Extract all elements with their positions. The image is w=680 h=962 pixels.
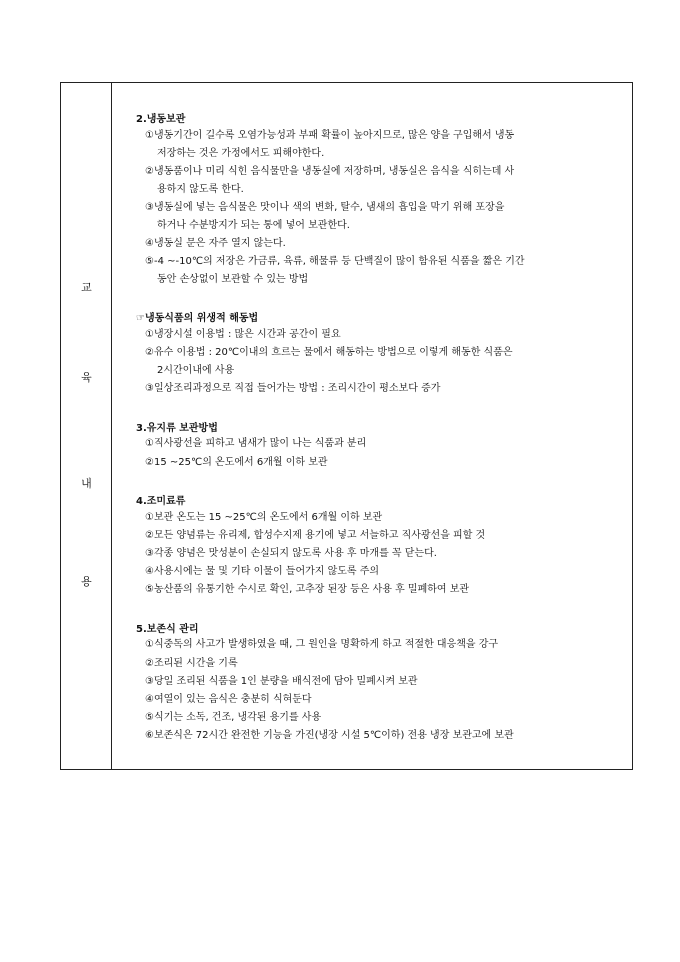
list-item: ④냉동실 문은 자주 열지 않는다. [145, 238, 286, 249]
list-item: ①보관 온도는 15 ~25℃의 온도에서 6개월 이하 보관 [145, 512, 383, 523]
section-heading: 3.유지류 보관방법 [136, 423, 218, 434]
list-item: ②조리된 시간을 기록 [145, 658, 238, 669]
list-item: ③일상조리과정으로 직접 들어가는 방법 : 조리시간이 평소보다 증가 [145, 383, 441, 394]
content-body [113, 83, 632, 769]
side-label-char: 용 [81, 575, 92, 588]
list-item: ①식중독의 사고가 발생하였을 때, 그 원인을 명확하게 하고 적절한 대응책을 강구 [145, 639, 499, 650]
list-item: ⑤농산품의 유통기한 수시로 확인, 고추장 된장 등은 사용 후 밀폐하여 보관 [145, 584, 470, 595]
section-heading: ☞냉동식품의 위생적 해동법 [136, 313, 259, 324]
section-heading: 2.냉동보관 [136, 114, 186, 125]
side-label-column [61, 83, 112, 769]
list-item: ③각종 양념은 맛성분이 손실되지 않도록 사용 후 마개를 꼭 닫는다. [145, 548, 437, 559]
list-item: ①냉장시설 이용법 : 많은 시간과 공간이 필요 [145, 329, 341, 340]
list-item: ②유수 이용법 : 20℃이내의 흐르는 물에서 해동하는 방법으로 이렇게 해동한 식품은 2시간이내에 사용 [145, 347, 513, 376]
list-item: ④사용시에는 물 및 기타 이물이 들어가지 않도록 주의 [145, 566, 380, 577]
list-item: ⑥보존식은 72시간 완전한 기능을 가진(냉장 시설 5℃이하) 전용 냉장 보관고에 보관 [145, 730, 514, 741]
list-item: ②15 ~25℃의 온도에서 6개월 이하 보관 [145, 457, 328, 468]
section-heading: 4.조미료류 [136, 496, 186, 507]
list-item: ①냉동기간이 길수록 오염가능성과 부패 확률이 높아지므로, 많은 양을 구입해서 냉동 저장하는 것은 가정에서도 피해야한다. [145, 130, 515, 159]
list-item: ③냉동실에 넣는 음식물은 맛이나 색의 변화, 탈수, 냄새의 흡입을 막기 위해 포장을 하거나 수분방지가 되는 통에 넣어 보관한다. [145, 202, 505, 231]
section-heading: 5.보존식 관리 [136, 624, 199, 635]
list-item: ⑤식기는 소독, 건조, 냉각된 용기를 사용 [145, 712, 322, 723]
side-label-char: 내 [81, 477, 92, 490]
list-item: ②냉동품이나 미리 식힌 음식물만을 냉동실에 저장하며, 냉동실은 음식을 식히는데 사 용하지 않도록 한다. [145, 166, 515, 195]
list-item: ④여열이 있는 음식은 충분히 식혀둔다 [145, 694, 312, 705]
list-item: ⑤-4 ~-10℃의 저장은 가금류, 육류, 해물류 등 단백질이 많이 함유된 식품을 짧은 기간 동안 손상없이 보관할 수 있는 방법 [145, 256, 525, 285]
list-item: ③당일 조리된 식품을 1인 분량을 배식전에 담아 밀폐시켜 보관 [145, 676, 418, 687]
side-label-char: 교 [81, 281, 92, 294]
side-label-char: 육 [81, 371, 92, 384]
list-item: ①직사광선을 피하고 냄새가 많이 나는 식품과 분리 [145, 438, 367, 449]
content-table [60, 82, 633, 770]
list-item: ②모든 양념류는 유리제, 합성수지제 용기에 넣고 서늘하고 직사광선을 피할 것 [145, 530, 486, 541]
